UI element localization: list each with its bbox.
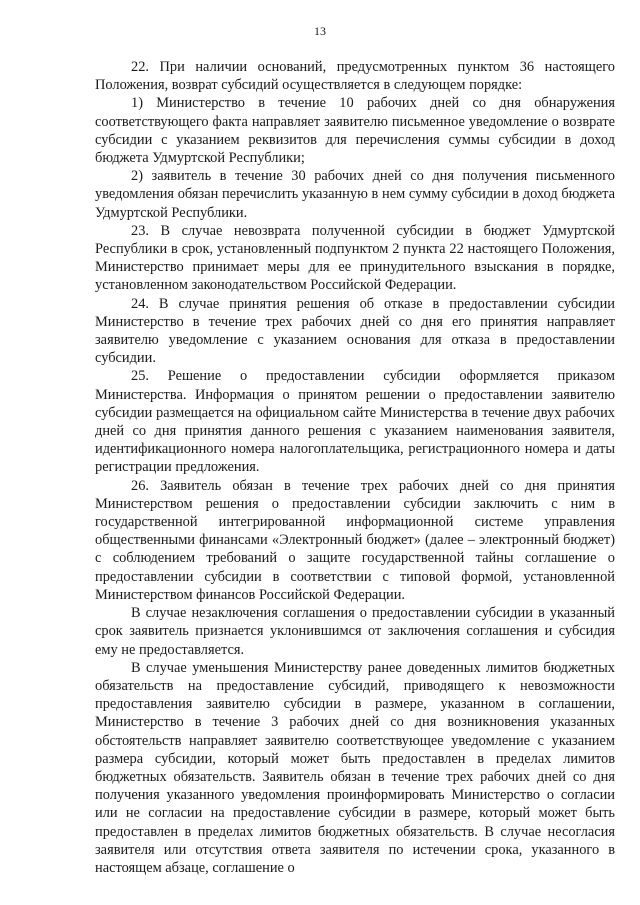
paragraph-24: 24. В случае принятия решения об отказе в предоставлении субсидии Министерство в течение трех рабочих дней со дня его принятия направляет заявителю уведомление с указанием основания для отказа в предоставлении субсидии. [95, 295, 615, 367]
paragraph-22-item-1: 1) Министерство в течение 10 рабочих дней со дня обнаружения соответствующего факта направляет заявителю письменное уведомление о возврате субсидии с указанием реквизитов для перечисления суммы субсидии в доход бюджета Удмуртской Республики; [95, 95, 615, 167]
paragraph-23: 23. В случае невозврата полученной субсидии в бюджет Удмуртской Республики в срок, установленный подпунктом 2 пункта 22 настоящего Положения, Министерство принимает меры для ее принудительного взыскания в порядке, установленном законодательством Российской Федерации. [95, 222, 615, 294]
paragraph-26-non-conclusion: В случае незаключения соглашения о предоставлении субсидии в указанный срок заявитель признается уклонившимся от заключения соглашения и субсидия ему не предоставляется. [95, 605, 615, 658]
page-number: 13 [314, 24, 326, 38]
paragraph-26: 26. Заявитель обязан в течение трех рабочих дней со дня принятия Министерством решения о предоставлении субсидии заключить с ним в государственной интегрированной информационной системе управления общественными финансами «Электронный бюджет» (далее – электронный бюджет) с соблюдением требований о защите государственной тайны соглашение о предоставлении субсидии в соответствии с типовой формой, установленной Министерством финансов Российской Федерации. [95, 477, 615, 603]
paragraph-22: 22. При наличии оснований, предусмотренных пунктом 36 настоящего Положения, возврат субсидий осуществляется в следующем порядке: [95, 59, 615, 94]
document-body [95, 58, 615, 877]
paragraph-25: 25. Решение о предоставлении субсидии оформляется приказом Министерства. Информация о принятом решении о предоставлении заявителю субсидии размещается на официальном сайте Министерства в течение двух рабочих дней со дня принятия данного решения с указанием наименования заявителя, идентификационного номера налогоплательщика, регистрационного номера и даты регистрации предложения. [95, 368, 615, 476]
paragraph-22-item-2: 2) заявитель в течение 30 рабочих дней со дня получения письменного уведомления обязан перечислить указанную в нем сумму субсидии в доход бюджета Удмуртской Республики. [95, 168, 615, 221]
paragraph-26-limits-reduction: В случае уменьшения Министерству ранее доведенных лимитов бюджетных обязательств на предоставление субсидий, приводящего к невозможности предоставления заявителю субсидии в размере, указанном в соглашении, Министерство в течение 3 рабочих дней со дня возникновения указанных обстоятельств направляет заявителю соответствующее уведомление с указанием размера субсидии, который может быть предоставлен в пределах лимитов бюджетных обязательств. Заявитель обязан в течение трех рабочих дней со дня получения указанного уведомления проинформировать Министерство о согласии или не согласии на предоставление субсидии в размере, который может быть предоставлен в пределах лимитов бюджетных обязательств. В случае несогласия заявителя или отсутствия ответа заявителя по истечении срока, указанного в настоящем абзаце, соглашение о [95, 659, 615, 876]
